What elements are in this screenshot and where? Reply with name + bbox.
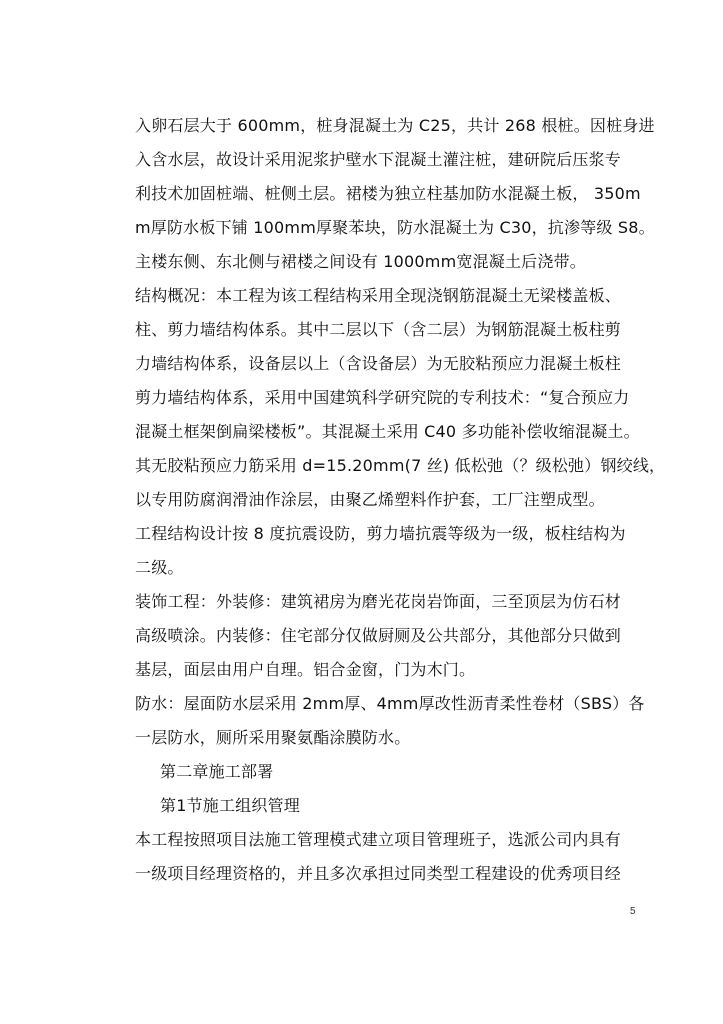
body-text-line: 工程结构设计按 8 度抗震设防，剪力墙抗震等级为一级，板柱结构为: [135, 524, 626, 543]
body-text-line: 其无胶粘预应力筋采用 d=15.20mm(7 丝) 低松弛（？级松弛）钢绞线，: [135, 456, 666, 475]
body-text-line: 混凝土框架倒扁梁楼板”。其混凝土采用 C40 多功能补偿收缩混凝土。: [135, 422, 640, 441]
body-text-line: 结构概况：本工程为该工程结构采用全现浇钢筋混凝土无梁楼盖板、: [135, 286, 622, 305]
body-text-line: 力墙结构体系，设备层以上（含设备层）为无胶粘预应力混凝土板柱: [135, 354, 622, 373]
body-text-line: 柱、剪力墙结构体系。其中二层以下（含二层）为钢筋混凝土板柱剪: [135, 320, 622, 339]
body-text-line: 利技术加固桩端、桩侧土层。裙楼为独立柱基加防水混凝土板， 350m: [135, 184, 641, 203]
body-text-line: 高级喷涂。内装修：住宅部分仅做厨厕及公共部分，其他部分只做到: [135, 626, 622, 645]
body-text-line: 基层，面层由用户自理。铝合金窗，门为木门。: [135, 660, 476, 679]
chapter-heading: 第二章施工部署: [160, 762, 274, 781]
body-text-line: 装饰工程：外装修：建筑裙房为磨光花岗岩饰面，三至顶层为仿石材: [135, 592, 622, 611]
body-text-line: 一层防水，厕所采用聚氨酯涂膜防水。: [135, 728, 411, 747]
body-text-line: 防水：屋面防水层采用 2mm厚、4mm厚改性沥青柔性卷材（SBS）各: [135, 694, 645, 713]
body-text-line: 一级项目经理资格的，并且多次承担过同类型工程建设的优秀项目经: [135, 864, 622, 883]
page-number: 5: [630, 906, 636, 917]
body-text-line: 入含水层，故设计采用泥浆护壁水下混凝土灌注桩，建研院后压浆专: [135, 150, 622, 169]
body-text-line: 二级。: [135, 558, 184, 577]
body-text-line: 主楼东侧、东北侧与裙楼之间设有 1000mm宽混凝土后浇带。: [135, 252, 586, 271]
body-text-line: 剪力墙结构体系，采用中国建筑科学研究院的专利技术：“复合预应力: [135, 388, 630, 407]
section-heading: 第1节施工组织管理: [160, 796, 300, 815]
body-text-line: 以专用防腐润滑油作涂层，由聚乙烯塑料作护套，工厂注塑成型。: [135, 490, 605, 509]
body-text-line: m厚防水板下铺 100mm厚聚苯块，防水混凝土为 C30，抗渗等级 S8。: [135, 218, 655, 237]
body-text-line: 本工程按照项目法施工管理模式建立项目管理班子，选派公司内具有: [135, 830, 622, 849]
body-text-line: 入卵石层大于 600mm，桩身混凝土为 C25，共计 268 根桩。因桩身进: [135, 116, 655, 135]
